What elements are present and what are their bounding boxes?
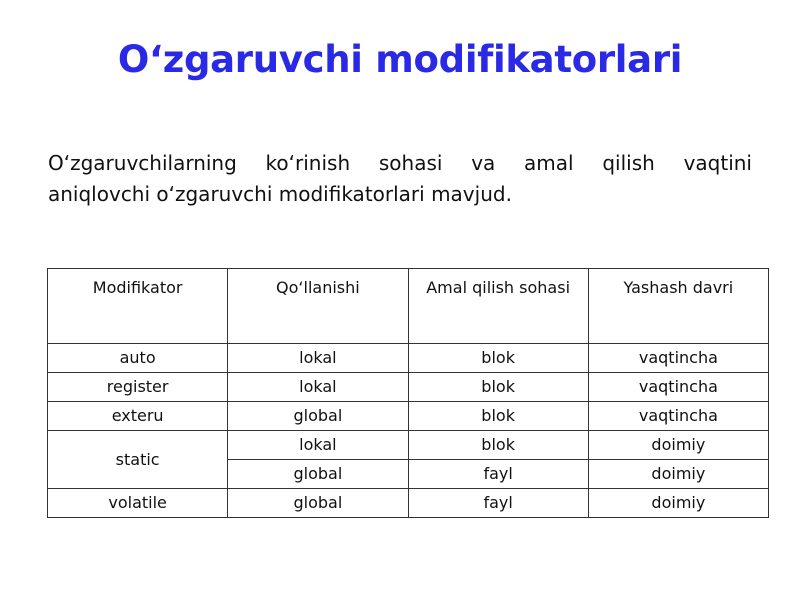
cell-scope: fayl (408, 489, 588, 518)
cell-modifier: exteru (48, 402, 228, 431)
header-scope: Amal qilish sohasi (408, 269, 588, 344)
table-row (48, 373, 769, 402)
cell-usage: global (228, 460, 408, 489)
cell-lifetime: vaqtincha (588, 402, 768, 431)
cell-usage: lokal (228, 431, 408, 460)
modifiers-table (47, 268, 769, 518)
cell-usage: global (228, 489, 408, 518)
intro-paragraph (48, 148, 752, 210)
cell-scope: fayl (408, 460, 588, 489)
cell-scope: blok (408, 373, 588, 402)
cell-usage: global (228, 402, 408, 431)
table-row (48, 402, 769, 431)
cell-usage: lokal (228, 373, 408, 402)
cell-lifetime: vaqtincha (588, 373, 768, 402)
cell-scope: blok (408, 402, 588, 431)
header-usage: Qo‘llanishi (228, 269, 408, 344)
cell-modifier: register (48, 373, 228, 402)
intro-line-2: aniqlovchi o‘zgaruvchi modifikatorlari mavjud. (48, 182, 512, 206)
cell-usage: lokal (228, 344, 408, 373)
table-header-row (48, 269, 769, 344)
cell-lifetime: doimiy (588, 431, 768, 460)
cell-modifier: volatile (48, 489, 228, 518)
header-modifier: Modifikator (48, 269, 228, 344)
cell-lifetime: vaqtincha (588, 344, 768, 373)
table-row (48, 344, 769, 373)
intro-line-1: O‘zgaruvchilarning ko‘rinish sohasi va amal qilish vaqtini (48, 151, 752, 175)
cell-scope: blok (408, 344, 588, 373)
cell-modifier: static (48, 431, 228, 489)
cell-lifetime: doimiy (588, 460, 768, 489)
slide-title: O‘zgaruvchi modifikatorlari (117, 38, 683, 81)
cell-modifier: auto (48, 344, 228, 373)
table-row (48, 431, 769, 460)
table-row (48, 489, 769, 518)
cell-lifetime: doimiy (588, 489, 768, 518)
cell-scope: blok (408, 431, 588, 460)
header-lifetime: Yashash davri (588, 269, 768, 344)
